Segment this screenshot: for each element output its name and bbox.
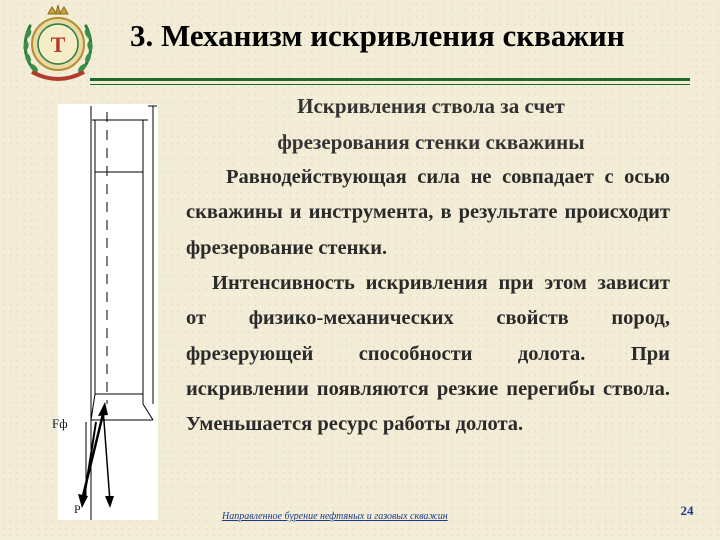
page-number: 24	[680, 503, 694, 518]
subtitle-line-1: Искривления ствола за счет	[297, 94, 565, 118]
svg-text:Т: Т	[50, 32, 66, 57]
slide-title: 3. Механизм искривления скважин	[130, 18, 625, 53]
paragraph-intensity: Интенсивность искривления при этом зависит от физико-механических свойств пород, фрезерующей способности долота. При искривлении появляются резкие перегибы ствола. Уменьшается ресурс работы долота.	[186, 272, 670, 436]
university-emblem-logo	[14, 2, 102, 86]
force-milling-label: Fф	[52, 416, 68, 431]
force-p-label: P	[74, 502, 81, 516]
title-underline-thin	[90, 84, 690, 85]
footer-course-link[interactable]: Направленное бурение нефтяных и газовых скважин	[222, 511, 448, 522]
subtitle-line-2: фрезерования стенки скважины	[277, 130, 585, 154]
title-underline-thick	[90, 78, 690, 81]
borehole-milling-diagram	[52, 104, 158, 520]
paragraph-resultant-force: Равнодействующая сила не совпадает с осью скважины и инструмента, в результате происходит фрезерование стенки.	[186, 166, 670, 259]
